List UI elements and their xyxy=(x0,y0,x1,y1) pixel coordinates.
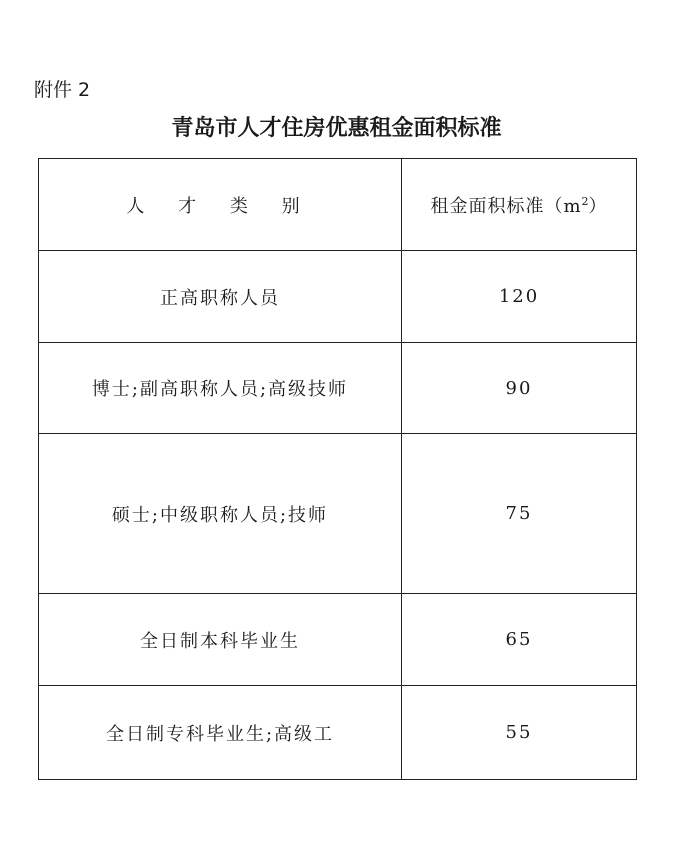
table-row xyxy=(39,343,637,434)
row-area: 75 xyxy=(402,434,637,594)
page-title: 青岛市人才住房优惠租金面积标准 xyxy=(171,115,502,141)
header-area-prefix: 租金面积标准（m xyxy=(430,195,582,217)
row-category: 全日制本科毕业生 xyxy=(39,594,402,686)
header-area-standard xyxy=(402,159,637,251)
row-area: 65 xyxy=(402,594,637,686)
header-category: 人 才 类 别 xyxy=(39,159,402,251)
table-header-row xyxy=(39,159,637,251)
table-row xyxy=(39,251,637,343)
table-row xyxy=(39,434,637,594)
table-row xyxy=(39,594,637,686)
attachment-label: 附件 2 xyxy=(34,79,91,101)
row-category: 全日制专科毕业生;高级工 xyxy=(39,686,402,780)
table-row xyxy=(39,686,637,780)
row-area: 55 xyxy=(402,686,637,780)
row-category: 正高职称人员 xyxy=(39,251,402,343)
header-area-suffix: ） xyxy=(588,195,608,217)
row-area: 90 xyxy=(402,343,637,434)
row-category: 博士;副高职称人员;高级技师 xyxy=(39,343,402,434)
header-area-unit-exponent: 2 xyxy=(581,194,589,208)
row-category: 硕士;中级职称人员;技师 xyxy=(39,434,402,594)
area-standard-table xyxy=(38,158,637,780)
row-area: 120 xyxy=(402,251,637,343)
